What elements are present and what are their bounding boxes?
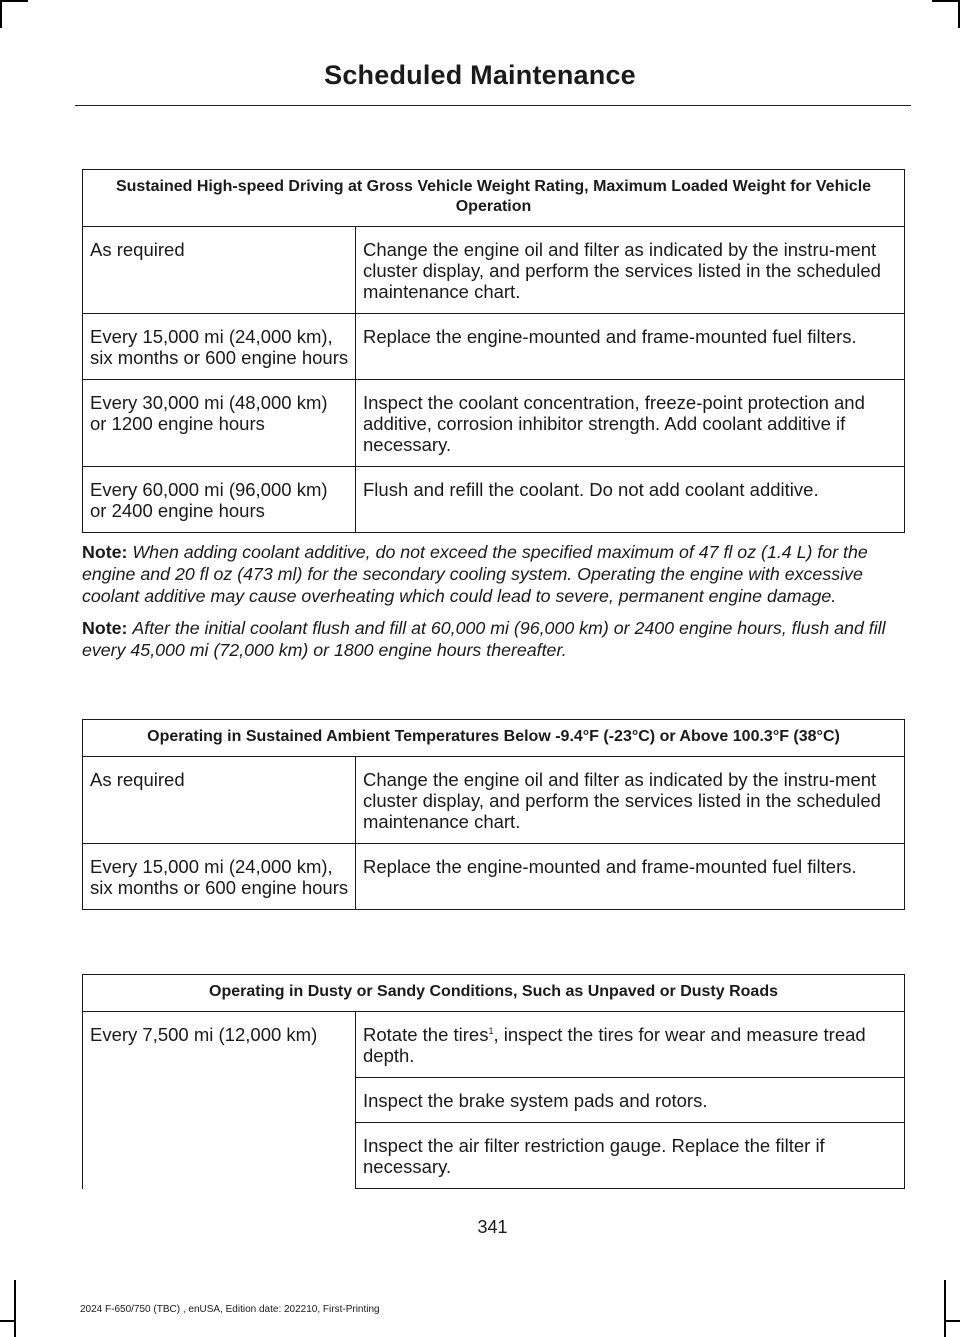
interval-cell: As required bbox=[83, 757, 356, 844]
interval-cell: As required bbox=[83, 227, 356, 314]
crop-mark bbox=[944, 1280, 946, 1337]
note bbox=[82, 541, 907, 607]
action-cell: Inspect the coolant concentration, freeze-point protection and additive, corrosion inhibitor strength. Add coolant additive if necessary. bbox=[356, 380, 905, 467]
action-cell bbox=[356, 1012, 905, 1078]
interval-cell: Every 7,500 mi (12,000 km) bbox=[83, 1012, 356, 1189]
table-row bbox=[83, 1012, 905, 1078]
crop-mark bbox=[0, 0, 2, 28]
table-row bbox=[83, 314, 905, 380]
note-text: After the initial coolant flush and fill at 60,000 mi (96,000 km) or 2400 engine hours, flush and fill every 45,000 mi (72,000 km) or 1800 engine hours thereafter. bbox=[82, 618, 886, 660]
note-label: Note: bbox=[82, 542, 128, 562]
crop-mark bbox=[932, 0, 960, 2]
note-label: Note: bbox=[82, 618, 128, 638]
action-cell: Inspect the brake system pads and rotors. bbox=[356, 1078, 905, 1123]
crop-mark bbox=[0, 1320, 14, 1322]
note-text: When adding coolant additive, do not exceed the specified maximum of 47 fl oz (1.4 L) for the engine and 20 fl oz (473 ml) for the secondary cooling system. Operating the engine with excessive coolant additive may cause overheating which could lead to severe, permanent engine damage. bbox=[82, 542, 868, 606]
action-cell: Change the engine oil and filter as indicated by the instru-ment cluster display, and perform the services listed in the scheduled maintenance chart. bbox=[356, 227, 905, 314]
interval-cell: Every 15,000 mi (24,000 km), six months or 600 engine hours bbox=[83, 844, 356, 910]
crop-mark bbox=[946, 1320, 960, 1322]
action-cell: Flush and refill the coolant. Do not add coolant additive. bbox=[356, 467, 905, 533]
action-cell: Replace the engine-mounted and frame-mounted fuel filters. bbox=[356, 844, 905, 910]
notes-section bbox=[82, 541, 907, 671]
footnote-marker: 1 bbox=[488, 1025, 494, 1036]
interval-cell: Every 15,000 mi (24,000 km), six months or 600 engine hours bbox=[83, 314, 356, 380]
table-heading: Sustained High-speed Driving at Gross Vehicle Weight Rating, Maximum Loaded Weight for Vehicle Operation bbox=[83, 170, 905, 227]
maintenance-table-dusty-conditions bbox=[82, 974, 905, 1189]
table-heading-row bbox=[83, 170, 905, 227]
maintenance-table-high-speed bbox=[82, 169, 905, 533]
maintenance-table-ambient-temperature bbox=[82, 719, 905, 910]
table-row bbox=[83, 757, 905, 844]
table-row bbox=[83, 380, 905, 467]
table-heading: Operating in Sustained Ambient Temperatures Below -9.4°F (-23°C) or Above 100.3°F (38°C) bbox=[83, 720, 905, 757]
page-number: 341 bbox=[477, 1217, 508, 1237]
crop-mark bbox=[0, 0, 28, 2]
header-rule bbox=[75, 105, 911, 106]
action-text: Rotate the tires bbox=[363, 1024, 489, 1045]
table-heading-row bbox=[83, 720, 905, 757]
action-cell: Inspect the air filter restriction gauge. Replace the filter if necessary. bbox=[356, 1123, 905, 1189]
table-row bbox=[83, 227, 905, 314]
action-text: , inspect the tires for wear and measure tread depth. bbox=[363, 1024, 866, 1066]
action-cell: Replace the engine-mounted and frame-mounted fuel filters. bbox=[356, 314, 905, 380]
table-heading: Operating in Dusty or Sandy Conditions, Such as Unpaved or Dusty Roads bbox=[83, 975, 905, 1012]
edition-footer: 2024 F-650/750 (TBC) , enUSA, Edition date: 202210, First-Printing bbox=[80, 1304, 380, 1315]
note bbox=[82, 617, 907, 661]
page-title: Scheduled Maintenance bbox=[324, 60, 636, 90]
table-heading-row bbox=[83, 975, 905, 1012]
action-cell: Change the engine oil and filter as indicated by the instru-ment cluster display, and perform the services listed in the scheduled maintenance chart. bbox=[356, 757, 905, 844]
interval-cell: Every 60,000 mi (96,000 km) or 2400 engine hours bbox=[83, 467, 356, 533]
crop-mark bbox=[14, 1280, 16, 1337]
table-row bbox=[83, 467, 905, 533]
interval-cell: Every 30,000 mi (48,000 km) or 1200 engine hours bbox=[83, 380, 356, 467]
table-row bbox=[83, 844, 905, 910]
